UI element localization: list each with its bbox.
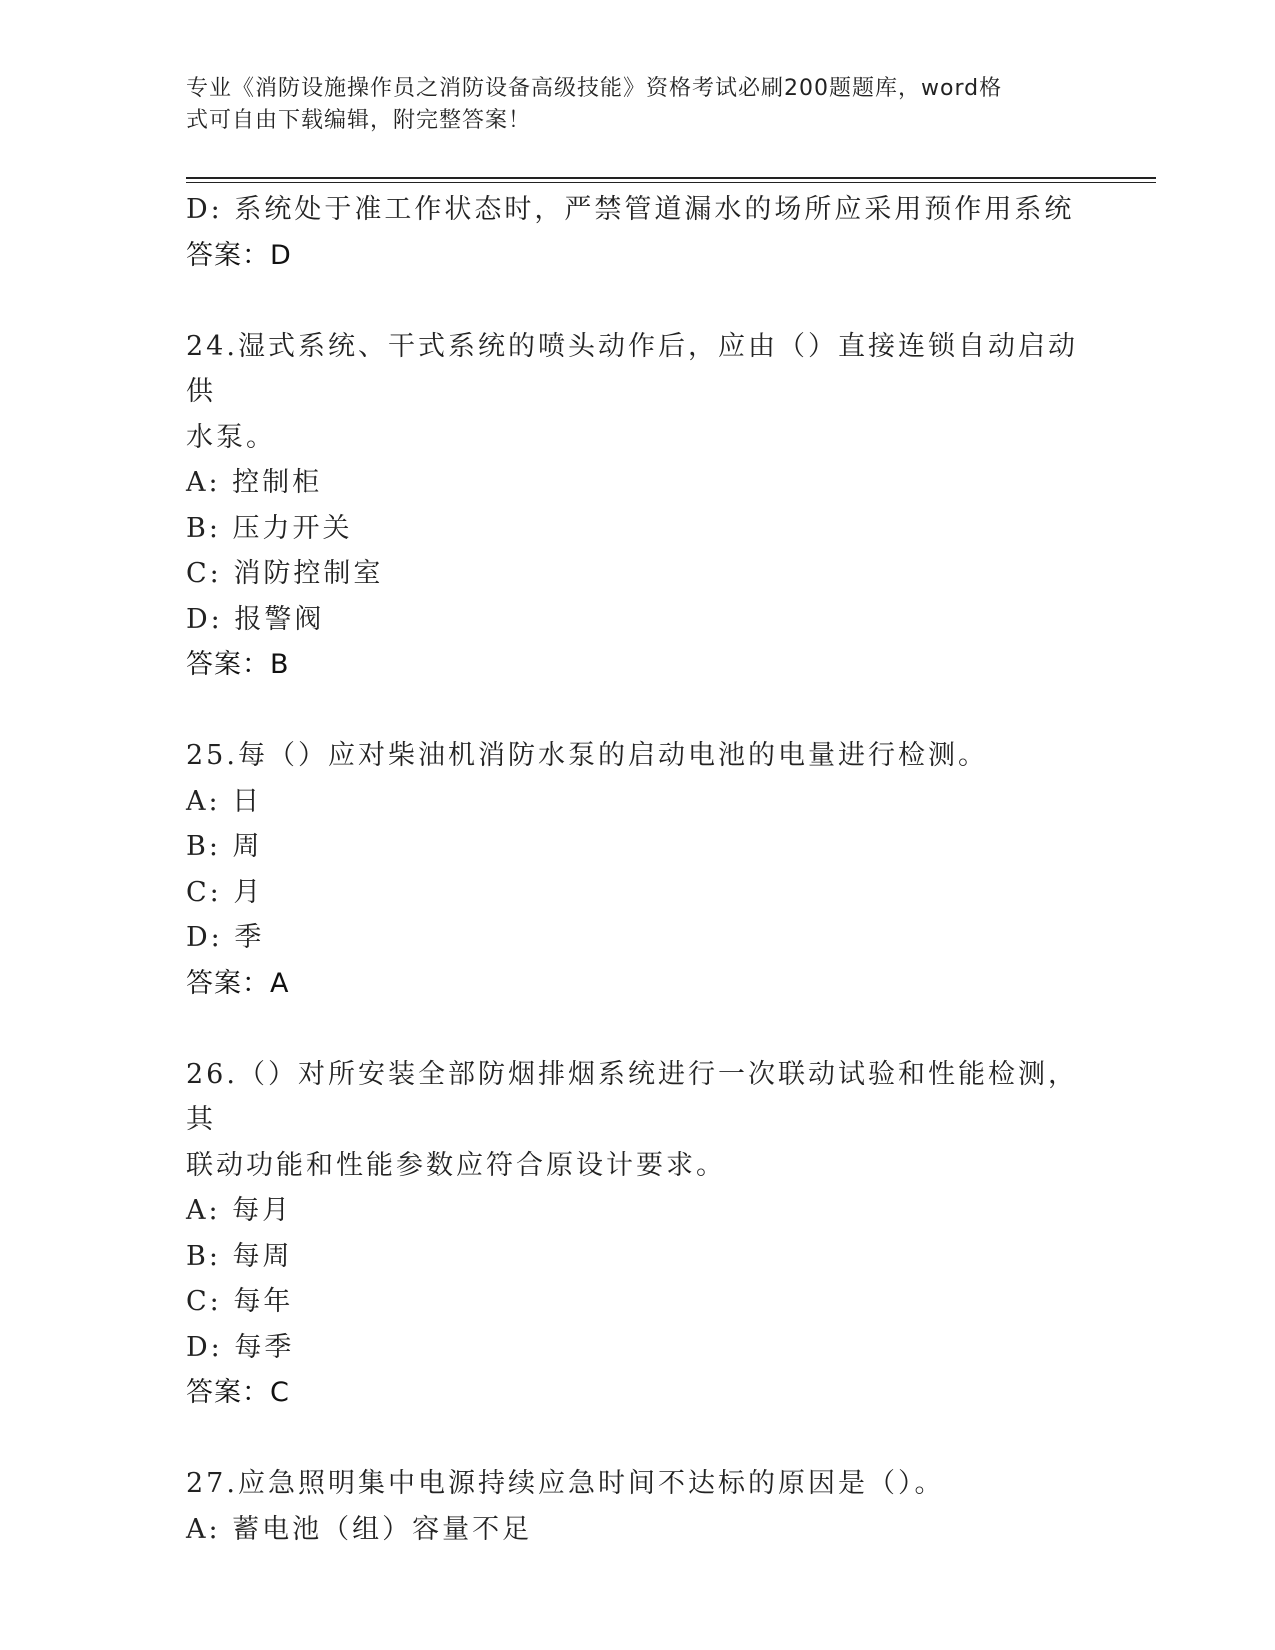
question-stem: 27.应急照明集中电源持续应急时间不达标的原因是（）。 xyxy=(186,1468,945,1499)
option-b: B: 每周 xyxy=(186,1240,293,1272)
option-a: A: 控制柜 xyxy=(186,467,323,498)
option-a: A: 日 xyxy=(186,785,263,817)
header-divider-thin xyxy=(186,182,1156,183)
header-divider-thick xyxy=(186,177,1156,179)
option-c: C: 月 xyxy=(186,876,264,908)
page-header xyxy=(186,73,1066,137)
option-a: A: 蓄电池（组）容量不足 xyxy=(186,1513,533,1545)
question-26 xyxy=(186,1052,1086,1416)
option-a: A: 每月 xyxy=(186,1195,293,1226)
question-stem: 26.（）对所安装全部防烟排烟系统进行一次联动试验和性能检测，其 xyxy=(186,1058,1078,1135)
header-text-line-1: 专业《消防设施操作员之消防设备高级技能》资格考试必刷200题题库，word格 xyxy=(186,76,1003,101)
option-b: B: 周 xyxy=(186,831,263,862)
spacer xyxy=(186,1416,1086,1462)
option-c: C: 消防控制室 xyxy=(186,558,384,589)
question-stem-continued: 水泵。 xyxy=(186,421,276,453)
option-d: D: 系统处于准工作状态时，严禁管道漏水的场所应采用预作用系统 xyxy=(186,194,1075,225)
question-content xyxy=(186,187,1086,1552)
spacer xyxy=(186,1006,1086,1052)
option-d: D: 每季 xyxy=(186,1331,295,1363)
answer-line: 答案：D xyxy=(186,239,292,271)
carryover-question xyxy=(186,187,1086,278)
question-stem: 24.湿式系统、干式系统的喷头动作后，应由（）直接连锁自动启动供 xyxy=(186,330,1078,407)
answer-line: 答案：B xyxy=(186,649,290,680)
option-c: C: 每年 xyxy=(186,1286,294,1317)
spacer xyxy=(186,278,1086,324)
answer-line: 答案：A xyxy=(186,967,290,999)
spacer xyxy=(186,688,1086,734)
answer-line: 答案：C xyxy=(186,1377,290,1408)
option-b: B: 压力开关 xyxy=(186,512,353,544)
option-d: D: 报警阀 xyxy=(186,603,325,635)
question-stem-continued: 联动功能和性能参数应符合原设计要求。 xyxy=(186,1149,726,1181)
question-stem: 25.每（）应对柴油机消防水泵的启动电池的电量进行检测。 xyxy=(186,740,988,771)
option-d: D: 季 xyxy=(186,922,265,953)
header-text-line-2: 式可自由下载编辑，附完整答案！ xyxy=(186,108,532,133)
question-25 xyxy=(186,733,1086,1006)
question-24 xyxy=(186,324,1086,688)
question-27 xyxy=(186,1461,1086,1552)
